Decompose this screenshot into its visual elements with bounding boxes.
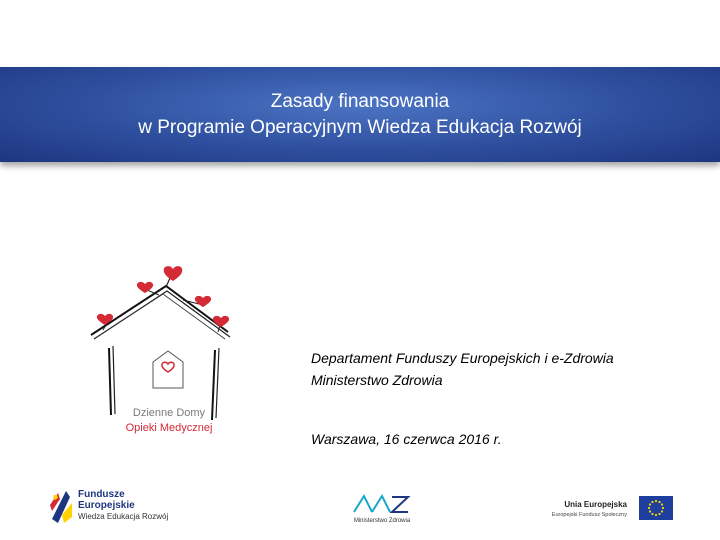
title-line-2: w Programie Operacyjnym Wiedza Edukacja Rozwój xyxy=(138,116,582,138)
house-hearts-logo xyxy=(63,260,273,460)
ministry-name: Ministerstwo Zdrowia xyxy=(311,372,443,388)
ministerstwo-zdrowia-logo xyxy=(350,492,414,532)
title-line-1: Zasady finansowania xyxy=(270,90,450,112)
mz-caption: Ministerstwo Zdrowia xyxy=(353,518,411,524)
ddom-logo xyxy=(63,260,273,460)
info-block xyxy=(311,347,711,450)
ue-line-1: Unia Europejska xyxy=(564,500,627,509)
title-banner xyxy=(0,67,720,162)
logo-line-2: Opieki Medycznej xyxy=(125,422,213,434)
ue-text xyxy=(552,500,627,520)
department-name: Departament Funduszy Europejskich i e-Zdrowia xyxy=(311,350,614,366)
fe-line-3: Wiedza Edukacja Rozwój xyxy=(78,512,169,521)
fundusze-europejskie-logo xyxy=(48,487,178,529)
fe-text xyxy=(78,489,168,522)
fe-line-1: Fundusze xyxy=(78,489,125,500)
unia-europejska-logo xyxy=(550,494,675,524)
date-place: Warszawa, 16 czerwca 2016 r. xyxy=(311,431,502,447)
logo-line-1: Dzienne Domy xyxy=(132,407,206,419)
fe-line-2: Europejskie xyxy=(78,500,135,511)
fe-emblem-icon xyxy=(48,489,74,525)
eu-flag-icon xyxy=(639,496,673,520)
ue-line-2: Europejski Fundusz Społeczny xyxy=(551,512,627,518)
mz-emblem-icon xyxy=(350,492,414,516)
